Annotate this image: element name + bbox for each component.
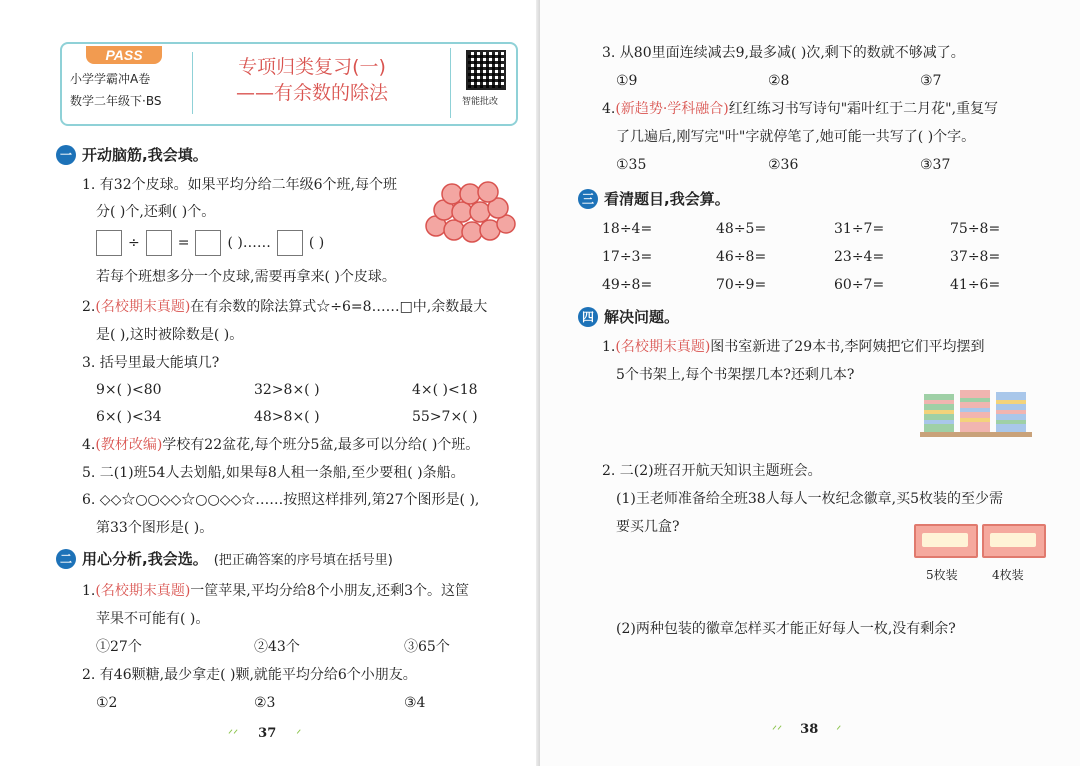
- option[interactable]: ③37: [920, 157, 951, 173]
- q3-item: 55>7×( ): [412, 409, 478, 425]
- q5-line: 5. 二(1)班54人去划船,如果每8人租一条船,至少要租( )条船。: [82, 465, 465, 481]
- section-instruction: (把正确答案的序号填在括号里): [213, 553, 393, 568]
- series-name: 小学学霸冲A卷: [70, 72, 151, 86]
- source-tag: (名校期末真题): [95, 299, 191, 315]
- q3-item: 48>8×( ): [254, 409, 320, 425]
- section-4-heading: [578, 306, 679, 327]
- calc-item[interactable]: 31÷7=: [834, 221, 885, 237]
- question-text: 在有余数的除法算式☆÷6=8……□中,余数最大: [190, 299, 488, 315]
- sprout-icon: ᐟ: [296, 726, 302, 741]
- section-number: 一: [56, 145, 76, 165]
- section-3-heading: [578, 188, 730, 209]
- option[interactable]: ②43个: [254, 639, 300, 655]
- qr-caption: 智能批改: [462, 97, 499, 107]
- title-line-1: 专项归类复习(一): [238, 56, 386, 78]
- option[interactable]: ①35: [616, 157, 647, 173]
- bookshelf-illustration: [920, 388, 1034, 438]
- q3-item: 9×( )<80: [96, 382, 162, 398]
- s4-q2-part2-line: (2)两种包装的徽章怎样买才能正好每人一枚,没有剩余?: [616, 621, 956, 637]
- q3-item: 32>8×( ): [254, 382, 320, 398]
- question-text: 红红练习书写诗句"霜叶红于二月花",重复写: [728, 101, 999, 117]
- s2-q1-line-1: [82, 582, 469, 600]
- s2-q4-line-2: 了几遍后,刚写完"叶"字就停笔了,她可能一共写了( )个字。: [616, 129, 976, 145]
- s2-q1-line-2: 苹果不可能有( )。: [96, 611, 210, 627]
- calc-item[interactable]: 75÷8=: [950, 221, 1001, 237]
- calc-item[interactable]: 70÷9=: [716, 277, 767, 293]
- question-number: 1.: [602, 339, 616, 355]
- s4-q2-part1-line-1: (1)王老师准备给全班38人每人一枚纪念徽章,买5枚装的至少需: [616, 491, 1004, 507]
- question-text: 学校有22盆花,每个班分5盆,最多可以分给( )个班。: [162, 437, 480, 453]
- option[interactable]: ②36: [768, 157, 799, 173]
- four-pack-icon: [982, 524, 1046, 558]
- section-number: 四: [578, 307, 598, 327]
- option[interactable]: ②8: [768, 73, 790, 89]
- question-text: 一筐苹果,平均分给8个小朋友,还剩3个。这筐: [190, 583, 470, 599]
- calc-item[interactable]: 48÷5=: [716, 221, 767, 237]
- q1-line-2: 分( )个,还剩( )个。: [96, 204, 216, 220]
- section-title: 用心分析,我会选。: [82, 550, 208, 568]
- question-number: 4.: [82, 437, 96, 453]
- question-number: 4.: [602, 101, 616, 117]
- option[interactable]: ③4: [404, 695, 426, 711]
- grade-label: 数学二年级下·BS: [70, 94, 162, 108]
- s2-q2-line: 2. 有46颗糖,最少拿走( )颗,就能平均分给6个小朋友。: [82, 667, 417, 683]
- pack-label: 5枚装: [926, 568, 958, 582]
- q1-line-4: 若每个班想多分一个皮球,需要再拿来( )个皮球。: [96, 269, 396, 285]
- q6-line-1: 6. ◇◇☆○○◇◇☆○○◇◇☆……按照这样排列,第27个图形是( ),: [82, 492, 480, 508]
- answer-box[interactable]: [195, 230, 221, 256]
- page-title: [212, 54, 412, 106]
- quotient-blank[interactable]: ( )……: [227, 235, 271, 251]
- s4-q2-part1-line-2: 要买几盒?: [616, 519, 680, 535]
- q2-line-1: [82, 298, 487, 316]
- s4-q2-line: 2. 二(2)班召开航天知识主题班会。: [602, 463, 822, 479]
- s4-q1-line-2: 5个书架上,每个书架摆几本?还剩几本?: [616, 367, 855, 383]
- source-tag: (名校期末真题): [615, 339, 711, 355]
- title-line-2: ——有余数的除法: [235, 82, 388, 104]
- page-number: 38: [800, 722, 819, 737]
- q3-prompt: 3. 括号里最大能填几?: [82, 355, 220, 371]
- sprout-icon: ᐟ: [836, 722, 842, 737]
- page-footer-right: [772, 722, 841, 737]
- five-pack-icon: [914, 524, 978, 558]
- option[interactable]: ①9: [616, 73, 638, 89]
- section-number: 三: [578, 189, 598, 209]
- calc-item[interactable]: 37÷8=: [950, 249, 1001, 265]
- section-1-heading: [56, 144, 208, 165]
- ball-pile-illustration: [422, 176, 516, 248]
- page-footer-left: [228, 726, 301, 741]
- section-title: 解决问题。: [604, 308, 680, 326]
- divide-sign: ÷: [128, 235, 140, 251]
- calc-item[interactable]: 60÷7=: [834, 277, 885, 293]
- option[interactable]: ①27个: [96, 639, 142, 655]
- header-divider: [192, 52, 193, 114]
- option[interactable]: ②3: [254, 695, 276, 711]
- section-title: 开动脑筋,我会填。: [82, 146, 208, 164]
- sprout-icon: ᐟᐟ: [772, 722, 783, 737]
- q2-line-2: 是( ),这时被除数是( )。: [96, 327, 244, 343]
- answer-box[interactable]: [146, 230, 172, 256]
- q4-line: [82, 436, 479, 454]
- s2-q4-line-1: [602, 100, 998, 118]
- source-tag: (名校期末真题): [95, 583, 191, 599]
- q1-equation: [96, 230, 324, 256]
- section-number: 二: [56, 549, 76, 569]
- option[interactable]: ③7: [920, 73, 942, 89]
- q3-item: 4×( )<18: [412, 382, 478, 398]
- pass-badge: PASS: [86, 46, 162, 64]
- calc-item[interactable]: 41÷6=: [950, 277, 1001, 293]
- page-number: 37: [258, 726, 277, 741]
- s2-q3-line: 3. 从80里面连续减去9,最多减( )次,剩下的数就不够减了。: [602, 45, 965, 61]
- calc-item[interactable]: 18÷4=: [602, 221, 653, 237]
- question-number: 2.: [82, 299, 96, 315]
- q1-line-1: 1. 有32个皮球。如果平均分给二年级6个班,每个班: [82, 177, 397, 193]
- calc-item[interactable]: 23÷4=: [834, 249, 885, 265]
- calc-item[interactable]: 49÷8=: [602, 277, 653, 293]
- equals-sign: =: [177, 235, 190, 251]
- calc-item[interactable]: 17÷3=: [602, 249, 653, 265]
- source-tag: (教材改编): [95, 437, 163, 453]
- s4-q1-line-1: [602, 338, 985, 356]
- calc-item[interactable]: 46÷8=: [716, 249, 767, 265]
- remainder-blank[interactable]: ( ): [308, 235, 325, 251]
- sprout-icon: ᐟᐟ: [228, 726, 239, 741]
- header-banner: [60, 42, 518, 126]
- option[interactable]: ①2: [96, 695, 118, 711]
- answer-box[interactable]: [96, 230, 122, 256]
- pack-label: 4枚装: [992, 568, 1024, 582]
- header-divider-2: [450, 48, 451, 118]
- source-tag: (新趋势·学科融合): [615, 101, 729, 117]
- right-page: [540, 0, 1080, 766]
- q3-item: 6×( )<34: [96, 409, 162, 425]
- answer-box[interactable]: [277, 230, 303, 256]
- qr-code-icon[interactable]: [466, 50, 506, 90]
- option[interactable]: ③65个: [404, 639, 450, 655]
- section-title: 看清题目,我会算。: [604, 190, 730, 208]
- section-2-heading: [56, 548, 393, 569]
- question-text: 图书室新进了29本书,李阿姨把它们平均摆到: [710, 339, 985, 355]
- q6-line-2: 第33个图形是( )。: [96, 520, 214, 536]
- question-number: 1.: [82, 583, 96, 599]
